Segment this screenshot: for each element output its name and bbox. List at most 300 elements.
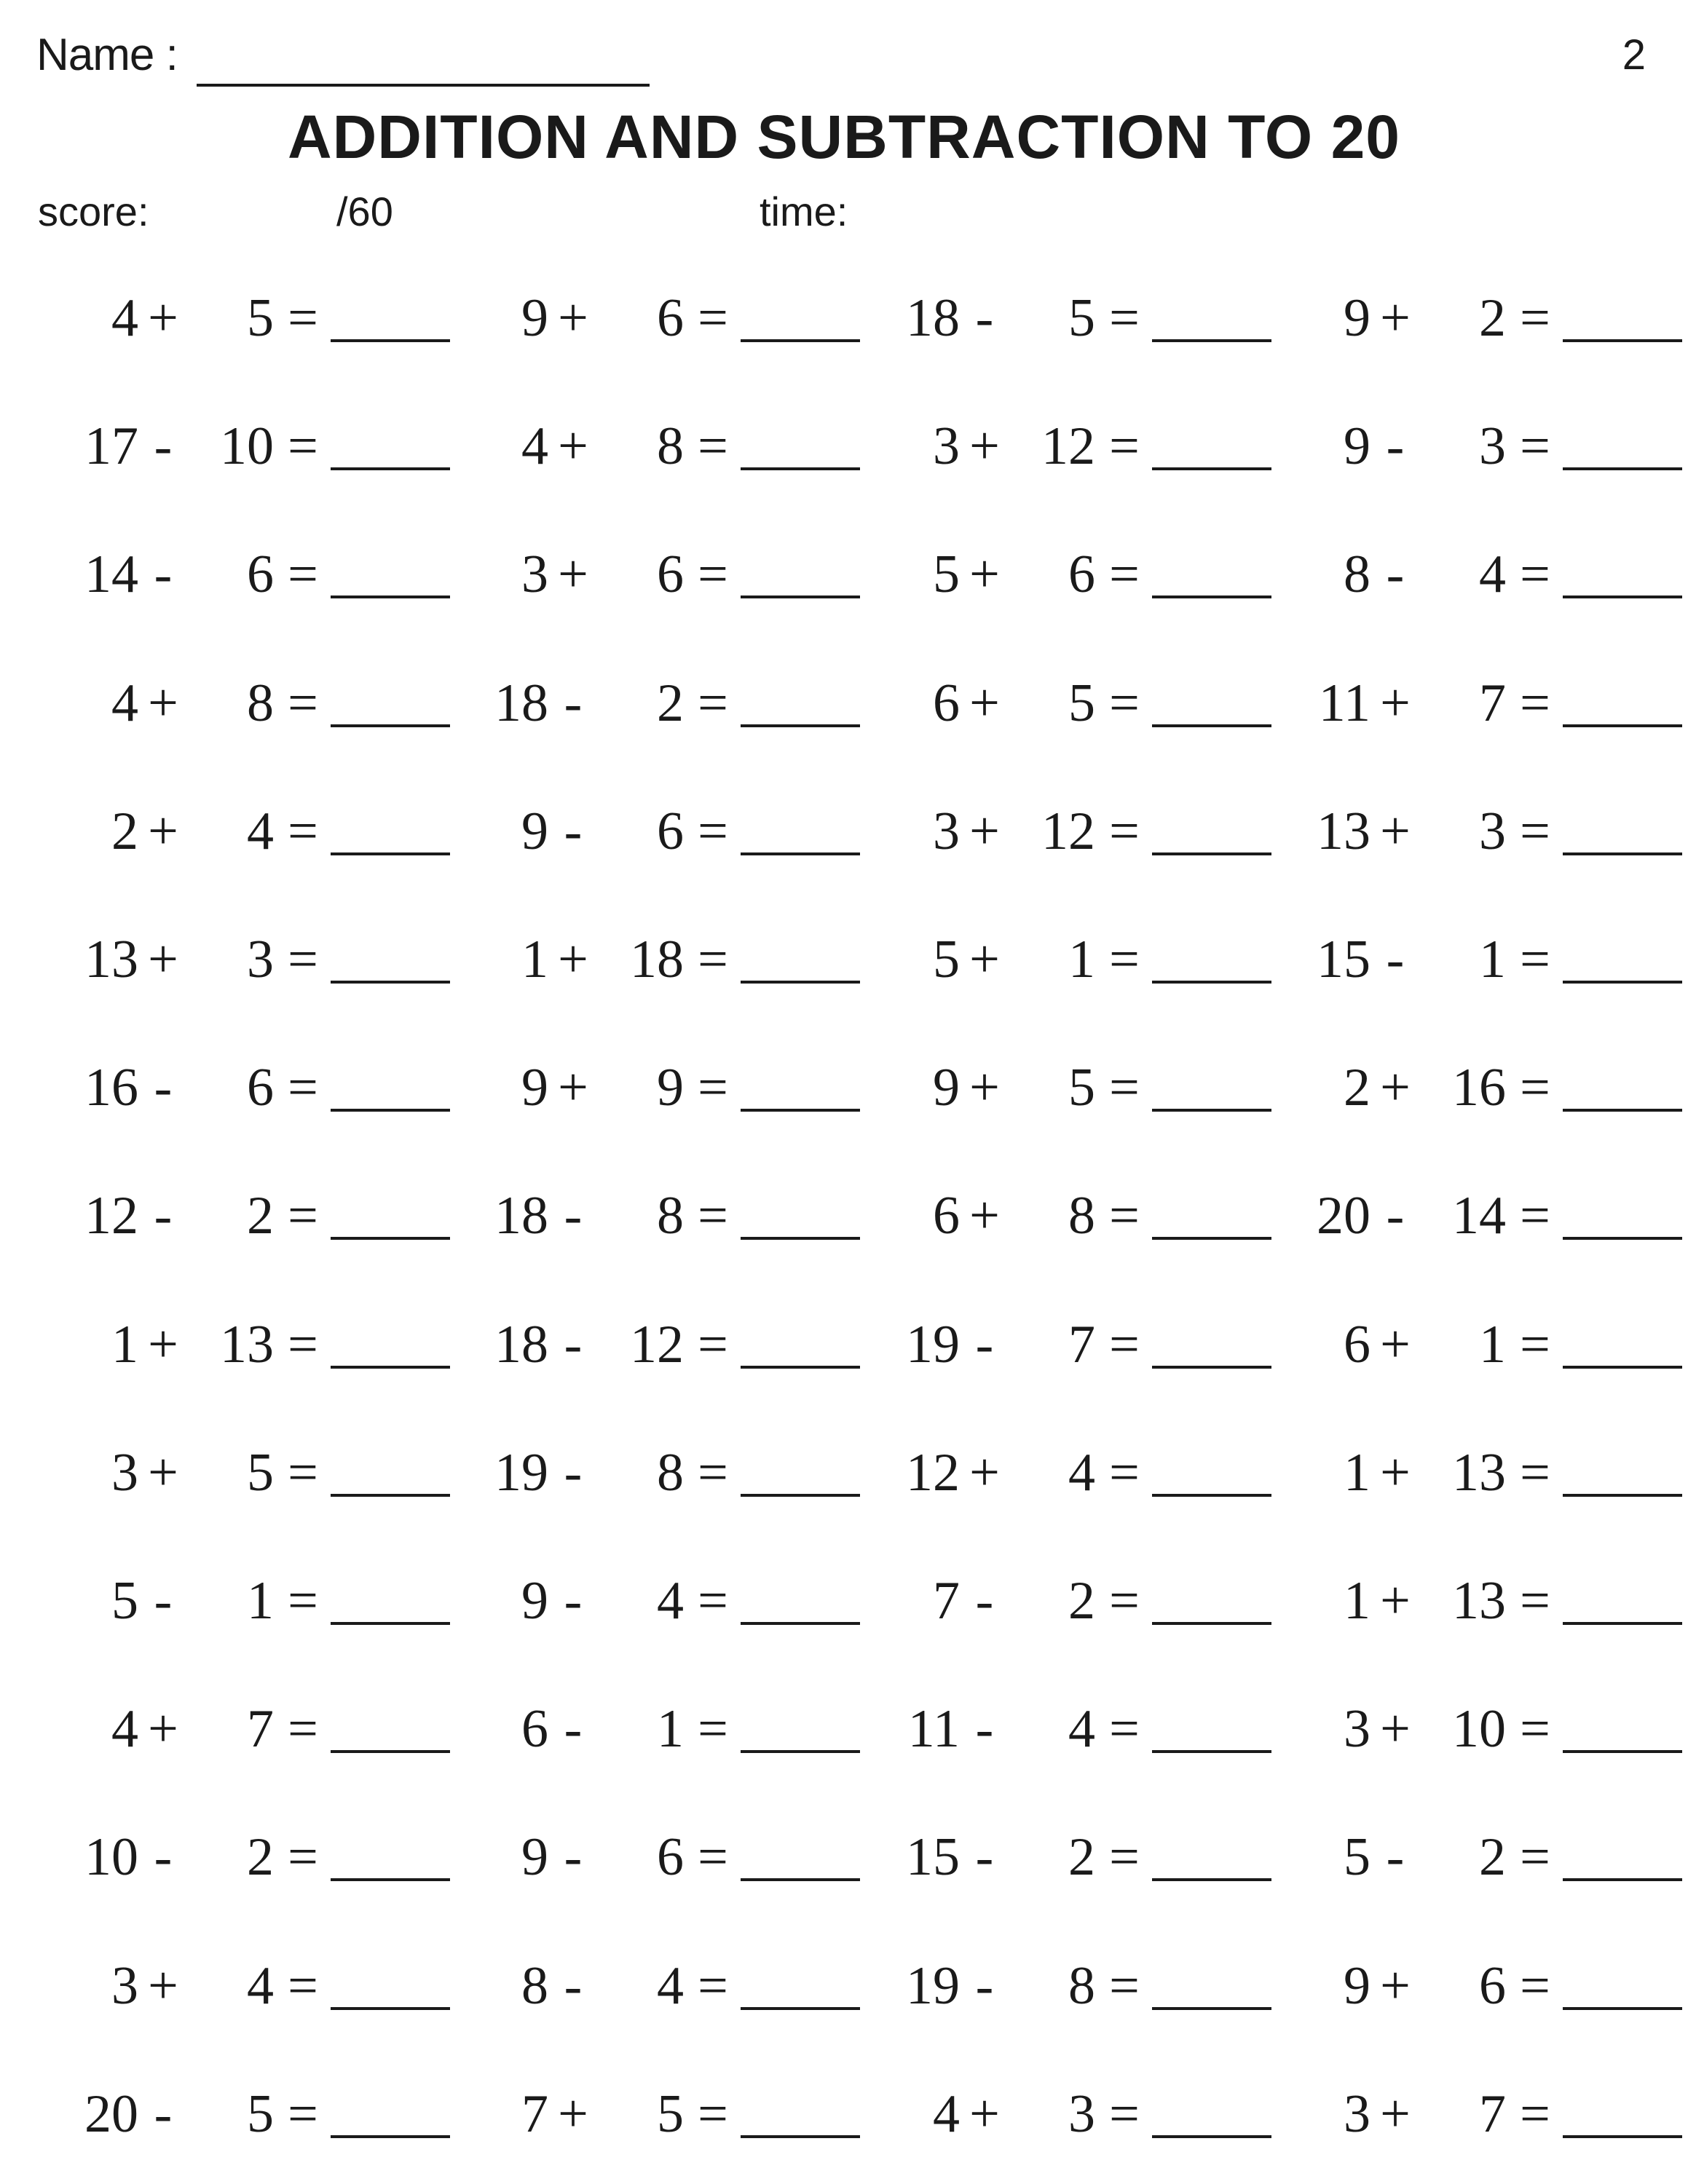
second-operand: 13 <box>220 1315 274 1374</box>
answer-blank[interactable] <box>741 1109 860 1112</box>
first-operand: 20 <box>84 2084 138 2144</box>
answer-blank[interactable] <box>1563 1237 1682 1240</box>
equals-sign: = <box>1520 930 1550 989</box>
answer-blank[interactable] <box>1152 1878 1271 1881</box>
first-operand: 9 <box>521 802 548 861</box>
second-operand: 1 <box>1479 1315 1506 1374</box>
operator: - <box>975 1956 994 2016</box>
equals-sign: = <box>288 673 318 733</box>
page-number: 2 <box>1622 31 1646 79</box>
answer-blank[interactable] <box>1563 1878 1682 1881</box>
equals-sign: = <box>1520 802 1550 861</box>
operator: - <box>1386 930 1405 989</box>
first-operand: 7 <box>521 2084 548 2144</box>
answer-blank[interactable] <box>741 1622 860 1625</box>
equals-sign: = <box>1520 1956 1550 2016</box>
equals-sign: = <box>1109 288 1140 348</box>
operator: + <box>148 802 178 861</box>
answer-blank[interactable] <box>1563 339 1682 342</box>
answer-blank[interactable] <box>1152 1750 1271 1753</box>
operator: - <box>154 545 173 604</box>
equals-sign: = <box>1109 1827 1140 1887</box>
equals-sign: = <box>288 802 318 861</box>
answer-blank[interactable] <box>331 1109 450 1112</box>
second-operand: 2 <box>1068 1571 1095 1631</box>
first-operand: 3 <box>933 416 960 476</box>
equals-sign: = <box>1520 545 1550 604</box>
equals-sign: = <box>1109 2084 1140 2144</box>
first-operand: 18 <box>494 1315 548 1374</box>
second-operand: 4 <box>657 1956 684 2016</box>
operator: - <box>564 1443 583 1503</box>
second-operand: 6 <box>657 1827 684 1887</box>
operator: + <box>148 673 178 733</box>
equals-sign: = <box>1520 288 1550 348</box>
second-operand: 6 <box>657 545 684 604</box>
second-operand: 3 <box>1068 2084 1095 2144</box>
equals-sign: = <box>1520 1443 1550 1503</box>
equals-sign: = <box>1520 2084 1550 2144</box>
answer-blank[interactable] <box>741 1237 860 1240</box>
second-operand: 3 <box>1479 416 1506 476</box>
equals-sign: = <box>698 1058 728 1117</box>
first-operand: 15 <box>1317 930 1370 989</box>
equals-sign: = <box>288 930 318 989</box>
operator: + <box>1380 1956 1411 2016</box>
equals-sign: = <box>1520 1699 1550 1759</box>
answer-blank[interactable] <box>331 339 450 342</box>
second-operand: 1 <box>247 1571 274 1631</box>
answer-blank[interactable] <box>741 724 860 727</box>
first-operand: 6 <box>933 673 960 733</box>
equals-sign: = <box>288 1315 318 1374</box>
second-operand: 5 <box>657 2084 684 2144</box>
answer-blank[interactable] <box>741 981 860 984</box>
first-operand: 3 <box>111 1443 138 1503</box>
first-operand: 8 <box>521 1956 548 2016</box>
operator: - <box>564 673 583 733</box>
equals-sign: = <box>288 416 318 476</box>
answer-blank[interactable] <box>741 467 860 470</box>
second-operand: 7 <box>1068 1315 1095 1374</box>
first-operand: 9 <box>1344 416 1370 476</box>
equals-sign: = <box>288 288 318 348</box>
equals-sign: = <box>698 545 728 604</box>
operator: - <box>564 1186 583 1246</box>
answer-blank[interactable] <box>331 852 450 855</box>
answer-blank[interactable] <box>331 981 450 984</box>
first-operand: 5 <box>933 930 960 989</box>
equals-sign: = <box>1109 1186 1140 1246</box>
second-operand: 6 <box>247 545 274 604</box>
answer-blank[interactable] <box>1563 1622 1682 1625</box>
equals-sign: = <box>698 1571 728 1631</box>
second-operand: 12 <box>1041 416 1095 476</box>
operator: + <box>148 1699 178 1759</box>
equals-sign: = <box>698 1827 728 1887</box>
answer-blank[interactable] <box>1563 724 1682 727</box>
second-operand: 6 <box>1068 545 1095 604</box>
equals-sign: = <box>1520 1827 1550 1887</box>
time-label: time: <box>760 189 848 234</box>
operator: + <box>1380 288 1411 348</box>
equals-sign: = <box>288 1699 318 1759</box>
second-operand: 7 <box>1479 2084 1506 2144</box>
second-operand: 3 <box>247 930 274 989</box>
equals-sign: = <box>1520 1058 1550 1117</box>
answer-blank[interactable] <box>1152 1494 1271 1497</box>
first-operand: 9 <box>933 1058 960 1117</box>
equals-sign: = <box>698 930 728 989</box>
second-operand: 8 <box>657 1443 684 1503</box>
equals-sign: = <box>698 1699 728 1759</box>
operator: + <box>969 1186 1000 1246</box>
answer-blank[interactable] <box>741 339 860 342</box>
operator: + <box>558 930 588 989</box>
operator: - <box>154 1186 173 1246</box>
first-operand: 1 <box>521 930 548 989</box>
operator: + <box>969 930 1000 989</box>
equals-sign: = <box>698 1315 728 1374</box>
first-operand: 11 <box>1318 673 1370 733</box>
answer-blank[interactable] <box>741 2135 860 2138</box>
operator: - <box>154 1058 173 1117</box>
operator: + <box>558 288 588 348</box>
second-operand: 18 <box>630 930 684 989</box>
operator: - <box>564 1315 583 1374</box>
operator: + <box>1380 2084 1411 2144</box>
second-operand: 12 <box>630 1315 684 1374</box>
first-operand: 16 <box>84 1058 138 1117</box>
score-total: /60 <box>336 189 393 234</box>
first-operand: 7 <box>933 1571 960 1631</box>
operator: + <box>558 416 588 476</box>
equals-sign: = <box>1520 1315 1550 1374</box>
answer-blank[interactable] <box>331 1494 450 1497</box>
operator: + <box>558 2084 588 2144</box>
second-operand: 6 <box>657 288 684 348</box>
answer-blank[interactable] <box>1152 596 1271 598</box>
answer-blank[interactable] <box>1152 2135 1271 2138</box>
second-operand: 4 <box>657 1571 684 1631</box>
page-title: ADDITION AND SUBTRACTION TO 20 <box>287 103 1401 171</box>
operator: - <box>1386 1827 1405 1887</box>
answer-blank[interactable] <box>331 2135 450 2138</box>
second-operand: 12 <box>1041 802 1095 861</box>
first-operand: 3 <box>1344 1699 1370 1759</box>
first-operand: 18 <box>906 288 960 348</box>
first-operand: 3 <box>1344 2084 1370 2144</box>
first-operand: 9 <box>521 288 548 348</box>
first-operand: 14 <box>84 545 138 604</box>
answer-blank[interactable] <box>331 1237 450 1240</box>
first-operand: 9 <box>1344 288 1370 348</box>
second-operand: 9 <box>657 1058 684 1117</box>
second-operand: 2 <box>657 673 684 733</box>
answer-blank[interactable] <box>331 1366 450 1369</box>
second-operand: 3 <box>1479 802 1506 861</box>
answer-blank[interactable] <box>1563 1494 1682 1497</box>
answer-blank[interactable] <box>331 1878 450 1881</box>
second-operand: 10 <box>220 416 274 476</box>
equals-sign: = <box>1109 930 1140 989</box>
equals-sign: = <box>1109 416 1140 476</box>
answer-blank[interactable] <box>1152 1109 1271 1112</box>
operator: - <box>564 1827 583 1887</box>
second-operand: 8 <box>1068 1956 1095 2016</box>
second-operand: 5 <box>1068 1058 1095 1117</box>
second-operand: 5 <box>247 1443 274 1503</box>
equals-sign: = <box>288 1827 318 1887</box>
second-operand: 1 <box>657 1699 684 1759</box>
answer-blank[interactable] <box>1152 1622 1271 1625</box>
operator: - <box>975 1827 994 1887</box>
equals-sign: = <box>288 1571 318 1631</box>
equals-sign: = <box>1520 673 1550 733</box>
equals-sign: = <box>1109 1443 1140 1503</box>
answer-blank[interactable] <box>331 1750 450 1753</box>
equals-sign: = <box>1109 802 1140 861</box>
second-operand: 5 <box>1068 673 1095 733</box>
first-operand: 1 <box>111 1315 138 1374</box>
operator: + <box>969 2084 1000 2144</box>
second-operand: 2 <box>247 1186 274 1246</box>
second-operand: 10 <box>1452 1699 1506 1759</box>
first-operand: 19 <box>494 1443 548 1503</box>
first-operand: 13 <box>1317 802 1370 861</box>
second-operand: 13 <box>1452 1571 1506 1631</box>
operator: + <box>148 1315 178 1374</box>
second-operand: 6 <box>1479 1956 1506 2016</box>
answer-blank[interactable] <box>1563 1366 1682 1369</box>
answer-blank[interactable] <box>1563 1109 1682 1112</box>
equals-sign: = <box>288 1186 318 1246</box>
operator: + <box>148 930 178 989</box>
operator: + <box>148 1443 178 1503</box>
first-operand: 9 <box>1344 1956 1370 2016</box>
first-operand: 6 <box>1344 1315 1370 1374</box>
answer-blank[interactable] <box>1563 981 1682 984</box>
answer-blank[interactable] <box>741 852 860 855</box>
answer-blank[interactable] <box>741 1494 860 1497</box>
second-operand: 8 <box>1068 1186 1095 1246</box>
first-operand: 9 <box>521 1827 548 1887</box>
first-operand: 18 <box>494 1186 548 1246</box>
answer-blank[interactable] <box>1563 1750 1682 1753</box>
operator: + <box>969 416 1000 476</box>
operator: + <box>969 1443 1000 1503</box>
answer-blank[interactable] <box>1563 596 1682 598</box>
score-label: score: <box>38 189 149 234</box>
equals-sign: = <box>1109 1058 1140 1117</box>
operator: + <box>558 545 588 604</box>
second-operand: 1 <box>1479 930 1506 989</box>
operator: + <box>969 545 1000 604</box>
equals-sign: = <box>1520 416 1550 476</box>
operator: + <box>969 802 1000 861</box>
second-operand: 2 <box>1479 1827 1506 1887</box>
second-operand: 4 <box>1068 1443 1095 1503</box>
equals-sign: = <box>698 416 728 476</box>
operator: - <box>564 1571 583 1631</box>
operator: - <box>1386 416 1405 476</box>
answer-blank[interactable] <box>331 596 450 598</box>
first-operand: 11 <box>907 1699 960 1759</box>
operator: + <box>969 673 1000 733</box>
second-operand: 16 <box>1452 1058 1506 1117</box>
answer-blank[interactable] <box>1152 2007 1271 2010</box>
second-operand: 7 <box>247 1699 274 1759</box>
equals-sign: = <box>1109 1699 1140 1759</box>
answer-blank[interactable] <box>1152 852 1271 855</box>
equals-sign: = <box>1109 673 1140 733</box>
second-operand: 13 <box>1452 1443 1506 1503</box>
answer-blank[interactable] <box>1563 2007 1682 2010</box>
equals-sign: = <box>288 545 318 604</box>
equals-sign: = <box>288 1956 318 2016</box>
first-operand: 4 <box>111 1699 138 1759</box>
operator: - <box>975 1315 994 1374</box>
first-operand: 1 <box>1344 1571 1370 1631</box>
equals-sign: = <box>1109 1956 1140 2016</box>
equals-sign: = <box>698 1956 728 2016</box>
answer-blank[interactable] <box>1152 467 1271 470</box>
first-operand: 8 <box>1344 545 1370 604</box>
second-operand: 2 <box>1479 288 1506 348</box>
answer-blank[interactable] <box>1152 724 1271 727</box>
second-operand: 5 <box>247 2084 274 2144</box>
operator: - <box>975 1571 994 1631</box>
equals-sign: = <box>698 673 728 733</box>
equals-sign: = <box>288 1443 318 1503</box>
first-operand: 2 <box>111 802 138 861</box>
first-operand: 12 <box>84 1186 138 1246</box>
equals-sign: = <box>698 802 728 861</box>
answer-blank[interactable] <box>1563 852 1682 855</box>
first-operand: 13 <box>84 930 138 989</box>
operator: + <box>148 1956 178 2016</box>
equals-sign: = <box>698 2084 728 2144</box>
operator: - <box>564 1699 583 1759</box>
equals-sign: = <box>698 1186 728 1246</box>
second-operand: 8 <box>657 416 684 476</box>
answer-blank[interactable] <box>1152 339 1271 342</box>
equals-sign: = <box>1520 1186 1550 1246</box>
operator: + <box>148 288 178 348</box>
first-operand: 3 <box>933 802 960 861</box>
second-operand: 6 <box>247 1058 274 1117</box>
first-operand: 4 <box>521 416 548 476</box>
equals-sign: = <box>1109 1315 1140 1374</box>
operator: - <box>975 288 994 348</box>
answer-blank[interactable] <box>331 2007 450 2010</box>
operator: + <box>969 1058 1000 1117</box>
operator: + <box>1380 1699 1411 1759</box>
answer-blank[interactable] <box>1563 467 1682 470</box>
second-operand: 1 <box>1068 930 1095 989</box>
operator: - <box>564 802 583 861</box>
first-operand: 20 <box>1317 1186 1370 1246</box>
first-operand: 5 <box>933 545 960 604</box>
second-operand: 7 <box>1479 673 1506 733</box>
answer-blank[interactable] <box>741 1750 860 1753</box>
operator: - <box>564 1956 583 2016</box>
first-operand: 4 <box>111 288 138 348</box>
operator: + <box>1380 1443 1411 1503</box>
operator: - <box>1386 545 1405 604</box>
second-operand: 4 <box>247 802 274 861</box>
first-operand: 4 <box>933 2084 960 2144</box>
first-operand: 12 <box>906 1443 960 1503</box>
second-operand: 6 <box>657 802 684 861</box>
answer-blank[interactable] <box>741 1366 860 1369</box>
operator: - <box>154 1571 173 1631</box>
answer-blank[interactable] <box>741 2007 860 2010</box>
first-operand: 9 <box>521 1058 548 1117</box>
equals-sign: = <box>1520 1571 1550 1631</box>
first-operand: 6 <box>521 1699 548 1759</box>
operator: + <box>1380 1315 1411 1374</box>
first-operand: 17 <box>84 416 138 476</box>
operator: + <box>1380 802 1411 861</box>
second-operand: 4 <box>1479 545 1506 604</box>
second-operand: 8 <box>247 673 274 733</box>
first-operand: 19 <box>906 1315 960 1374</box>
first-operand: 10 <box>84 1827 138 1887</box>
first-operand: 5 <box>111 1571 138 1631</box>
name-label: Name : <box>36 30 178 80</box>
operator: - <box>154 1827 173 1887</box>
first-operand: 5 <box>1344 1827 1370 1887</box>
answer-blank[interactable] <box>741 596 860 598</box>
operator: - <box>975 1699 994 1759</box>
equals-sign: = <box>288 1058 318 1117</box>
operator: + <box>1380 1571 1411 1631</box>
operator: - <box>154 2084 173 2144</box>
answer-blank[interactable] <box>331 724 450 727</box>
answer-blank[interactable] <box>1152 1237 1271 1240</box>
equals-sign: = <box>698 1443 728 1503</box>
operator: - <box>1386 1186 1405 1246</box>
answer-blank[interactable] <box>1152 981 1271 984</box>
second-operand: 8 <box>657 1186 684 1246</box>
answer-blank[interactable] <box>1563 2135 1682 2138</box>
operator: + <box>1380 1058 1411 1117</box>
operator: + <box>558 1058 588 1117</box>
equals-sign: = <box>1109 545 1140 604</box>
equals-sign: = <box>698 288 728 348</box>
first-operand: 3 <box>521 545 548 604</box>
second-operand: 2 <box>247 1827 274 1887</box>
first-operand: 18 <box>494 673 548 733</box>
second-operand: 4 <box>1068 1699 1095 1759</box>
answer-blank[interactable] <box>741 1878 860 1881</box>
first-operand: 6 <box>933 1186 960 1246</box>
second-operand: 5 <box>247 288 274 348</box>
answer-blank[interactable] <box>331 1622 450 1625</box>
second-operand: 2 <box>1068 1827 1095 1887</box>
answer-blank[interactable] <box>331 467 450 470</box>
equals-sign: = <box>1109 1571 1140 1631</box>
first-operand: 1 <box>1344 1443 1370 1503</box>
operator: + <box>1380 673 1411 733</box>
answer-blank[interactable] <box>1152 1366 1271 1369</box>
first-operand: 2 <box>1344 1058 1370 1117</box>
first-operand: 15 <box>906 1827 960 1887</box>
first-operand: 9 <box>521 1571 548 1631</box>
first-operand: 19 <box>906 1956 960 2016</box>
second-operand: 5 <box>1068 288 1095 348</box>
